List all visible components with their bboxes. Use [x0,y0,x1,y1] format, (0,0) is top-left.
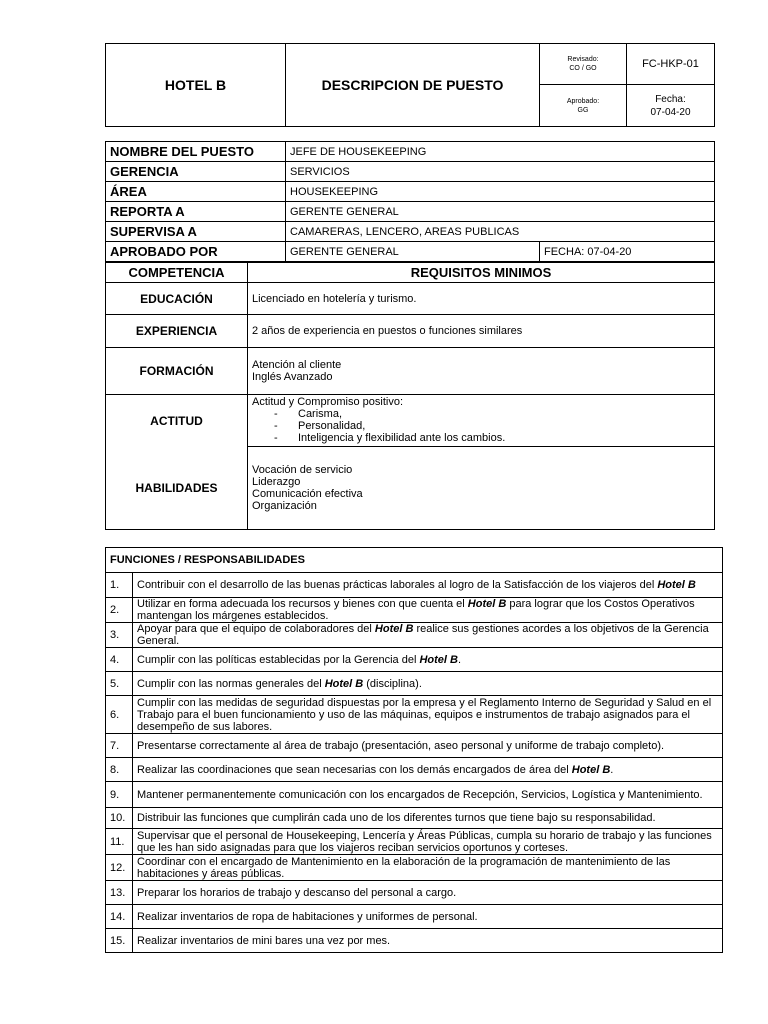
attitude-item: - Inteligencia y flexibilidad ante los cambios. [274,432,506,444]
responsibility-text: Cumplir con las medidas de seguridad dispuestas por la empresa y el Reglamento Interno de Seguridad y Salud en el Trabajo para el buen funcionamiento y uso de las máquinas, equipos e instrumentos de trabajo asignados para el desempeño de sus labores. [133,696,723,734]
fecha-label: Fecha: [655,93,686,105]
education-label: EDUCACIÓN [106,283,248,315]
fecha-value: 07-04-20 [650,106,691,118]
responsibility-text: Realizar inventarios de ropa de habitaciones y uniformes de personal. [133,905,723,929]
attitude-label: ACTITUD [106,395,248,447]
skills-label: HABILIDADES [106,447,248,530]
info-row [106,222,715,242]
responsibility-number: 13. [106,881,133,905]
experience-value: 2 años de experiencia en puestos o funciones similares [248,315,715,348]
fecha-cell [627,85,715,127]
info-row [106,182,715,202]
aprobado-value: GG [577,106,589,114]
revisado-value: CO / GO [569,65,597,72]
responsibility-row [106,881,723,905]
responsibilities-title: FUNCIONES / RESPONSABILIDADES [106,548,723,573]
info-value: GERENTE GENERAL [286,242,540,262]
responsibility-text: Preparar los horarios de trabajo y descanso del personal a cargo. [133,881,723,905]
responsibility-row [106,573,723,598]
info-value: CAMARERAS, LENCERO, AREAS PUBLICAS [286,222,715,242]
competency-header: COMPETENCIA [106,263,248,283]
responsibility-number: 6. [106,696,133,734]
job-info-table [105,141,715,262]
responsibility-row [106,696,723,734]
responsibility-row [106,929,723,953]
attitude-item: - Carisma, [274,408,343,420]
responsibilities-table [105,547,723,953]
info-label: SUPERVISA A [106,222,286,242]
responsibility-text: Mantener permanentemente comunicación con los encargados de Recepción, Servicios, Logística y Mantenimiento. [133,782,723,808]
responsibility-row [106,782,723,808]
responsibility-row [106,829,723,855]
responsibility-row [106,808,723,829]
info-label: NOMBRE DEL PUESTO [106,142,286,162]
info-value: HOUSEKEEPING [286,182,715,202]
training-value [248,348,715,395]
info-label: GERENCIA [106,162,286,182]
training-line: Atención al cliente [252,359,342,371]
approval-date: FECHA: 07-04-20 [540,242,715,262]
responsibility-row [106,672,723,696]
training-line: Inglés Avanzado [252,371,333,383]
responsibility-text: Distribuir las funciones que cumplirán cada uno de los diferentes turnos que tiene bajo su responsabilidad. [133,808,723,829]
info-row [106,242,715,262]
responsibility-number: 12. [106,855,133,881]
info-label: APROBADO POR [106,242,286,262]
revisado-label: Revisado: [567,56,599,63]
responsibility-number: 7. [106,734,133,758]
responsibility-number: 2. [106,598,133,623]
responsibility-number: 9. [106,782,133,808]
info-row [106,142,715,162]
attitude-intro: Actitud y Compromiso positivo: [252,396,403,408]
aprobado-label: Aprobado: [566,97,600,105]
revisado-cell [540,44,627,85]
skills-line: Vocación de servicio [252,464,353,476]
responsibility-row [106,734,723,758]
responsibility-text: Apoyar para que el equipo de colaboradores del Hotel B realice sus gestiones acordes a los objetivos de la Gerencia General. [133,623,723,648]
skills-line: Liderazgo [252,476,301,488]
responsibility-text: Realizar inventarios de mini bares una vez por mes. [133,929,723,953]
responsibility-text: Utilizar en forma adecuada los recursos y bienes con que cuenta el Hotel B para lograr que los Costos Operativos mantengan los márgenes establecidos. [133,598,723,623]
responsibility-number: 1. [106,573,133,598]
responsibility-text: Realizar las coordinaciones que sean necesarias con los demás encargados de área del Hotel B. [133,758,723,782]
info-row [106,162,715,182]
responsibility-row [106,648,723,672]
responsibility-row [106,855,723,881]
document-code: FC-HKP-01 [627,44,715,85]
responsibility-text: Presentarse correctamente al área de trabajo (presentación, aseo personal y uniforme de trabajo completo). [133,734,723,758]
skills-line: Comunicación efectiva [252,488,363,500]
info-row [106,202,715,222]
responsibility-number: 14. [106,905,133,929]
education-value: Licenciado en hotelería y turismo. [248,283,715,315]
hotel-name: HOTEL B [106,44,286,127]
responsibility-text: Supervisar que el personal de Housekeeping, Lencería y Áreas Públicas, cumpla su horario de trabajo y las funciones que les han sido asignadas para que los viajeros reciban servicios oportunos y corteses. [133,829,723,855]
info-value: GERENTE GENERAL [286,202,715,222]
responsibility-text: Cumplir con las normas generales del Hotel B (disciplina). [133,672,723,696]
responsibility-text: Coordinar con el encargado de Mantenimiento en la elaboración de la programación de mantenimiento de las habitaciones y áreas públicas. [133,855,723,881]
attitude-item: - Personalidad, [274,420,366,432]
responsibility-number: 11. [106,829,133,855]
experience-label: EXPERIENCIA [106,315,248,348]
info-label: ÁREA [106,182,286,202]
responsibility-number: 8. [106,758,133,782]
responsibility-row [106,598,723,623]
document-header [105,43,715,127]
responsibility-number: 5. [106,672,133,696]
responsibility-number: 15. [106,929,133,953]
responsibility-row [106,905,723,929]
aprobado-cell [540,85,627,127]
info-value: SERVICIOS [286,162,715,182]
attitude-value [248,395,715,447]
info-value: JEFE DE HOUSEKEEPING [286,142,715,162]
responsibility-number: 4. [106,648,133,672]
info-label: REPORTA A [106,202,286,222]
responsibility-number: 3. [106,623,133,648]
training-label: FORMACIÓN [106,348,248,395]
requirements-header: REQUISITOS MINIMOS [248,263,715,283]
responsibility-text: Cumplir con las políticas establecidas por la Gerencia del Hotel B. [133,648,723,672]
responsibility-number: 10. [106,808,133,829]
responsibility-row [106,623,723,648]
responsibility-text: Contribuir con el desarrollo de las buenas prácticas laborales al logro de la Satisfacción de los viajeros del Hotel B [133,573,723,598]
skills-value [248,447,715,530]
responsibility-row [106,758,723,782]
competency-table [105,262,715,530]
skills-line: Organización [252,500,317,512]
document-title: DESCRIPCION DE PUESTO [286,44,540,127]
